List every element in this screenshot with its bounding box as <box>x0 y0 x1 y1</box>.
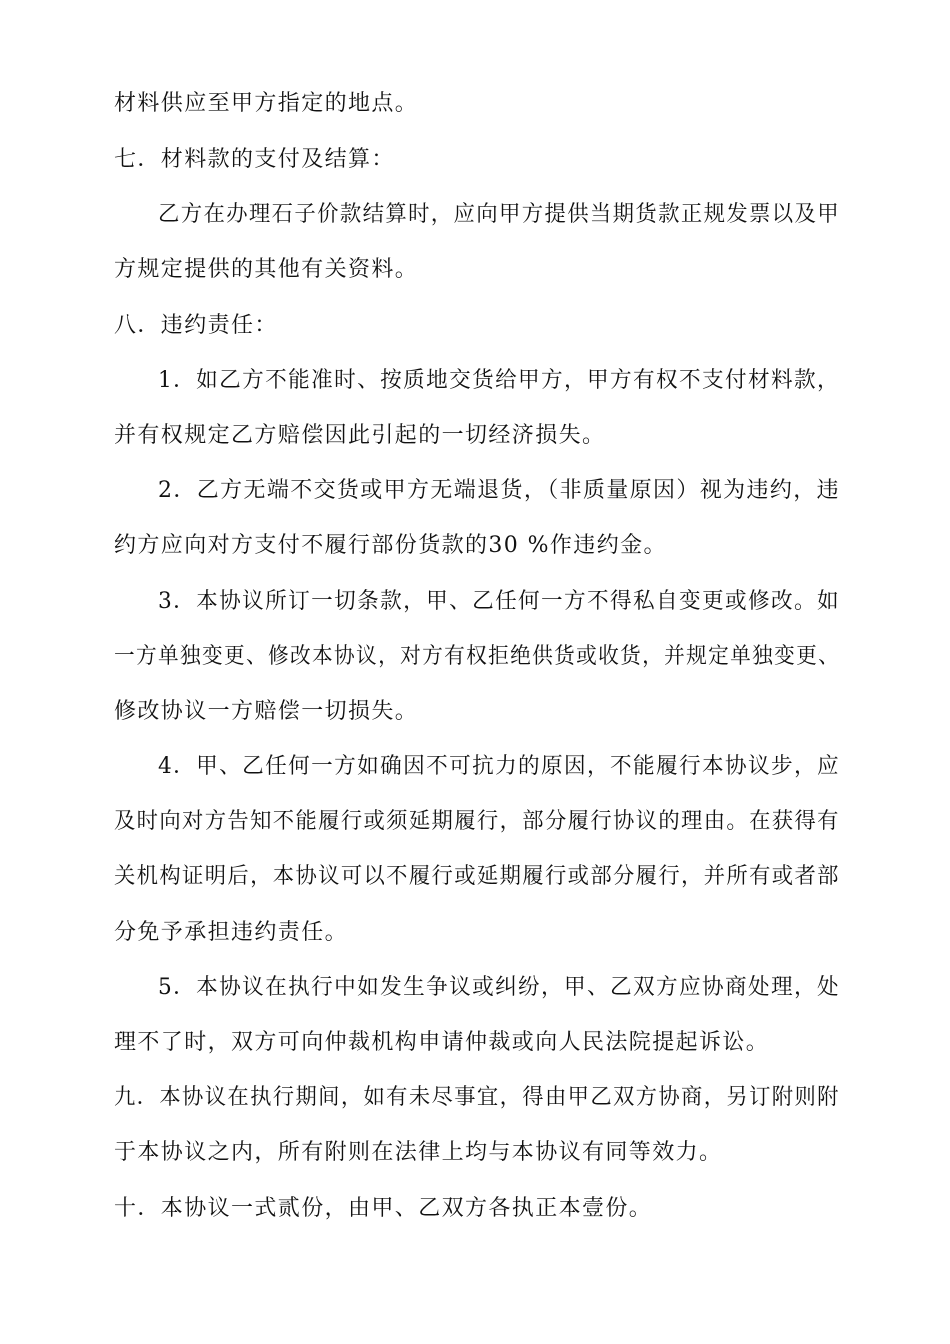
clause-4-line: 4．甲、乙任何一方如确因不可抗力的原因，不能履行本协议步，应 <box>158 754 840 779</box>
text-line: 材料供应至甲方指定的地点。 <box>114 91 419 116</box>
clause-2-line: 约方应向对方支付不履行部份货款的30 %作违约金。 <box>114 533 667 558</box>
clause-4-line: 分免予承担违约责任。 <box>114 920 349 945</box>
clause-5-line: 理不了时，双方可向仲裁机构申请仲裁或向人民法院提起诉讼。 <box>114 1030 770 1055</box>
clause-3-line: 一方单独变更、修改本协议，对方有权拒绝供货或收货，并规定单独变更、 <box>114 644 841 669</box>
paragraph-line: 方规定提供的其他有关资料。 <box>114 257 419 282</box>
clause-2-line: 2．乙方无端不交货或甲方无端退货，（非质量原因）视为违约，违 <box>158 478 840 503</box>
clause-1-line: 1．如乙方不能准时、按质地交货给甲方，甲方有权不支付材料款， <box>158 368 840 393</box>
clause-5-line: 5．本协议在执行中如发生争议或纠纷，甲、乙双方应协商处理，处 <box>158 975 840 1000</box>
clause-3-line: 修改协议一方赔偿一切损失。 <box>114 699 419 724</box>
section-heading-payment: 七．材料款的支付及结算： <box>114 147 395 172</box>
section-nine-line: 于本协议之内，所有附则在法律上均与本协议有同等效力。 <box>114 1140 723 1165</box>
section-ten-line: 十．本协议一式贰份，由甲、乙双方各执正本壹份。 <box>114 1196 653 1221</box>
paragraph-line: 乙方在办理石子价款结算时，应向甲方提供当期货款正规发票以及甲 <box>158 202 841 227</box>
clause-3-line: 3．本协议所订一切条款，甲、乙任何一方不得私自变更或修改。如 <box>158 589 840 614</box>
clause-1-line: 并有权规定乙方赔偿因此引起的一切经济损失。 <box>114 423 606 448</box>
clause-4-line: 关机构证明后，本协议可以不履行或延期履行或部分履行，并所有或者部 <box>114 864 840 889</box>
section-heading-liability: 八．违约责任： <box>114 313 278 338</box>
clause-4-line: 及时向对方告知不能履行或须延期履行，部分履行协议的理由。在获得有 <box>114 809 840 834</box>
section-nine-line: 九．本协议在执行期间，如有未尽事宜，得由甲乙双方协商，另订附则附 <box>114 1085 840 1110</box>
